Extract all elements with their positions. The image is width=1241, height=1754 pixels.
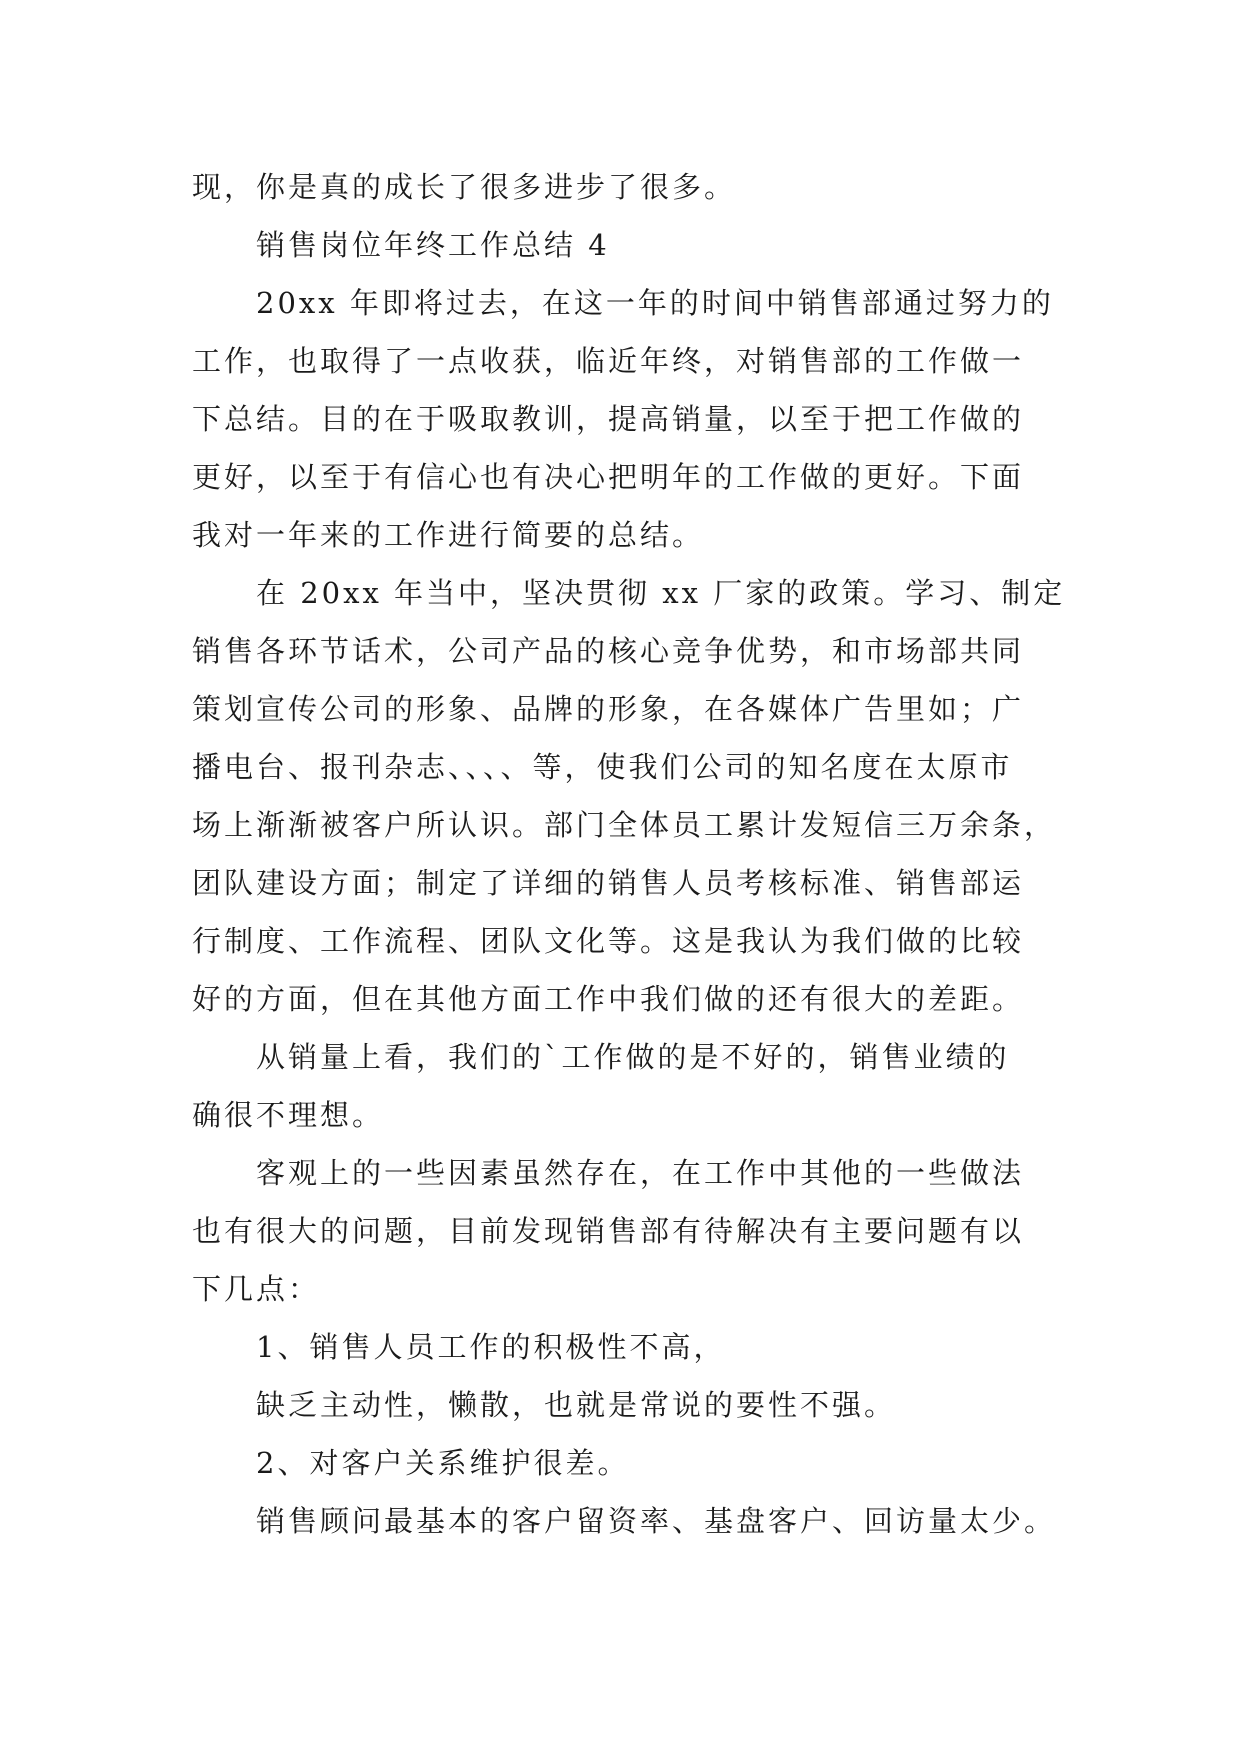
text-line: 播电台、报刊杂志、、、、等，使我们公司的知名度在太原市 [192,750,1013,784]
text-line: 我对一年来的工作进行简要的总结。 [192,518,705,552]
text-line: 缺乏主动性，懒散，也就是常说的要性不强。 [256,1388,897,1422]
text-line: 场上渐渐被客户所认识。部门全体员工累计发短信三万余条， [192,808,1057,842]
text-line: 工作，也取得了一点收获，临近年终，对销售部的工作做一 [192,344,1025,378]
text-line: 策划宣传公司的形象、品牌的形象，在各媒体广告里如；广 [192,692,1025,726]
text-line: 20xx 年即将过去，在这一年的时间中销售部通过努力的 [256,286,1054,320]
text-line: 下总结。目的在于吸取教训，提高销量，以至于把工作做的 [192,402,1025,436]
text-line: 下几点： [192,1272,321,1306]
list-item: 1、销售人员工作的积极性不高， [256,1330,726,1364]
text-line: 现，你是真的成长了很多进步了很多。 [192,170,737,204]
text-line: 行制度、工作流程、团队文化等。这是我认为我们做的比较 [192,924,1025,958]
text-line: 客观上的一些因素虽然存在，在工作中其他的一些做法 [256,1156,1025,1190]
text-line: 确很不理想。 [192,1098,385,1132]
text-line: 也有很大的问题，目前发现销售部有待解决有主要问题有以 [192,1214,1025,1248]
text-line: 好的方面，但在其他方面工作中我们做的还有很大的差距。 [192,982,1025,1016]
document-body [192,158,1066,1550]
text-line: 销售各环节话术，公司产品的核心竞争优势，和市场部共同 [192,634,1025,668]
text-line: 从销量上看，我们的`工作做的是不好的，销售业绩的 [256,1040,1010,1074]
text-line: 在 20xx 年当中，坚决贯彻 xx 厂家的政策。学习、制定 [256,576,1066,610]
text-line: 更好，以至于有信心也有决心把明年的工作做的更好。下面 [192,460,1025,494]
text-line: 销售顾问最基本的客户留资率、基盘客户、回访量太少。 [256,1504,1057,1538]
list-item: 2、对客户关系维护很差。 [256,1446,630,1480]
section-heading: 销售岗位年终工作总结 4 [256,228,610,262]
text-line: 团队建设方面；制定了详细的销售人员考核标准、销售部运 [192,866,1025,900]
